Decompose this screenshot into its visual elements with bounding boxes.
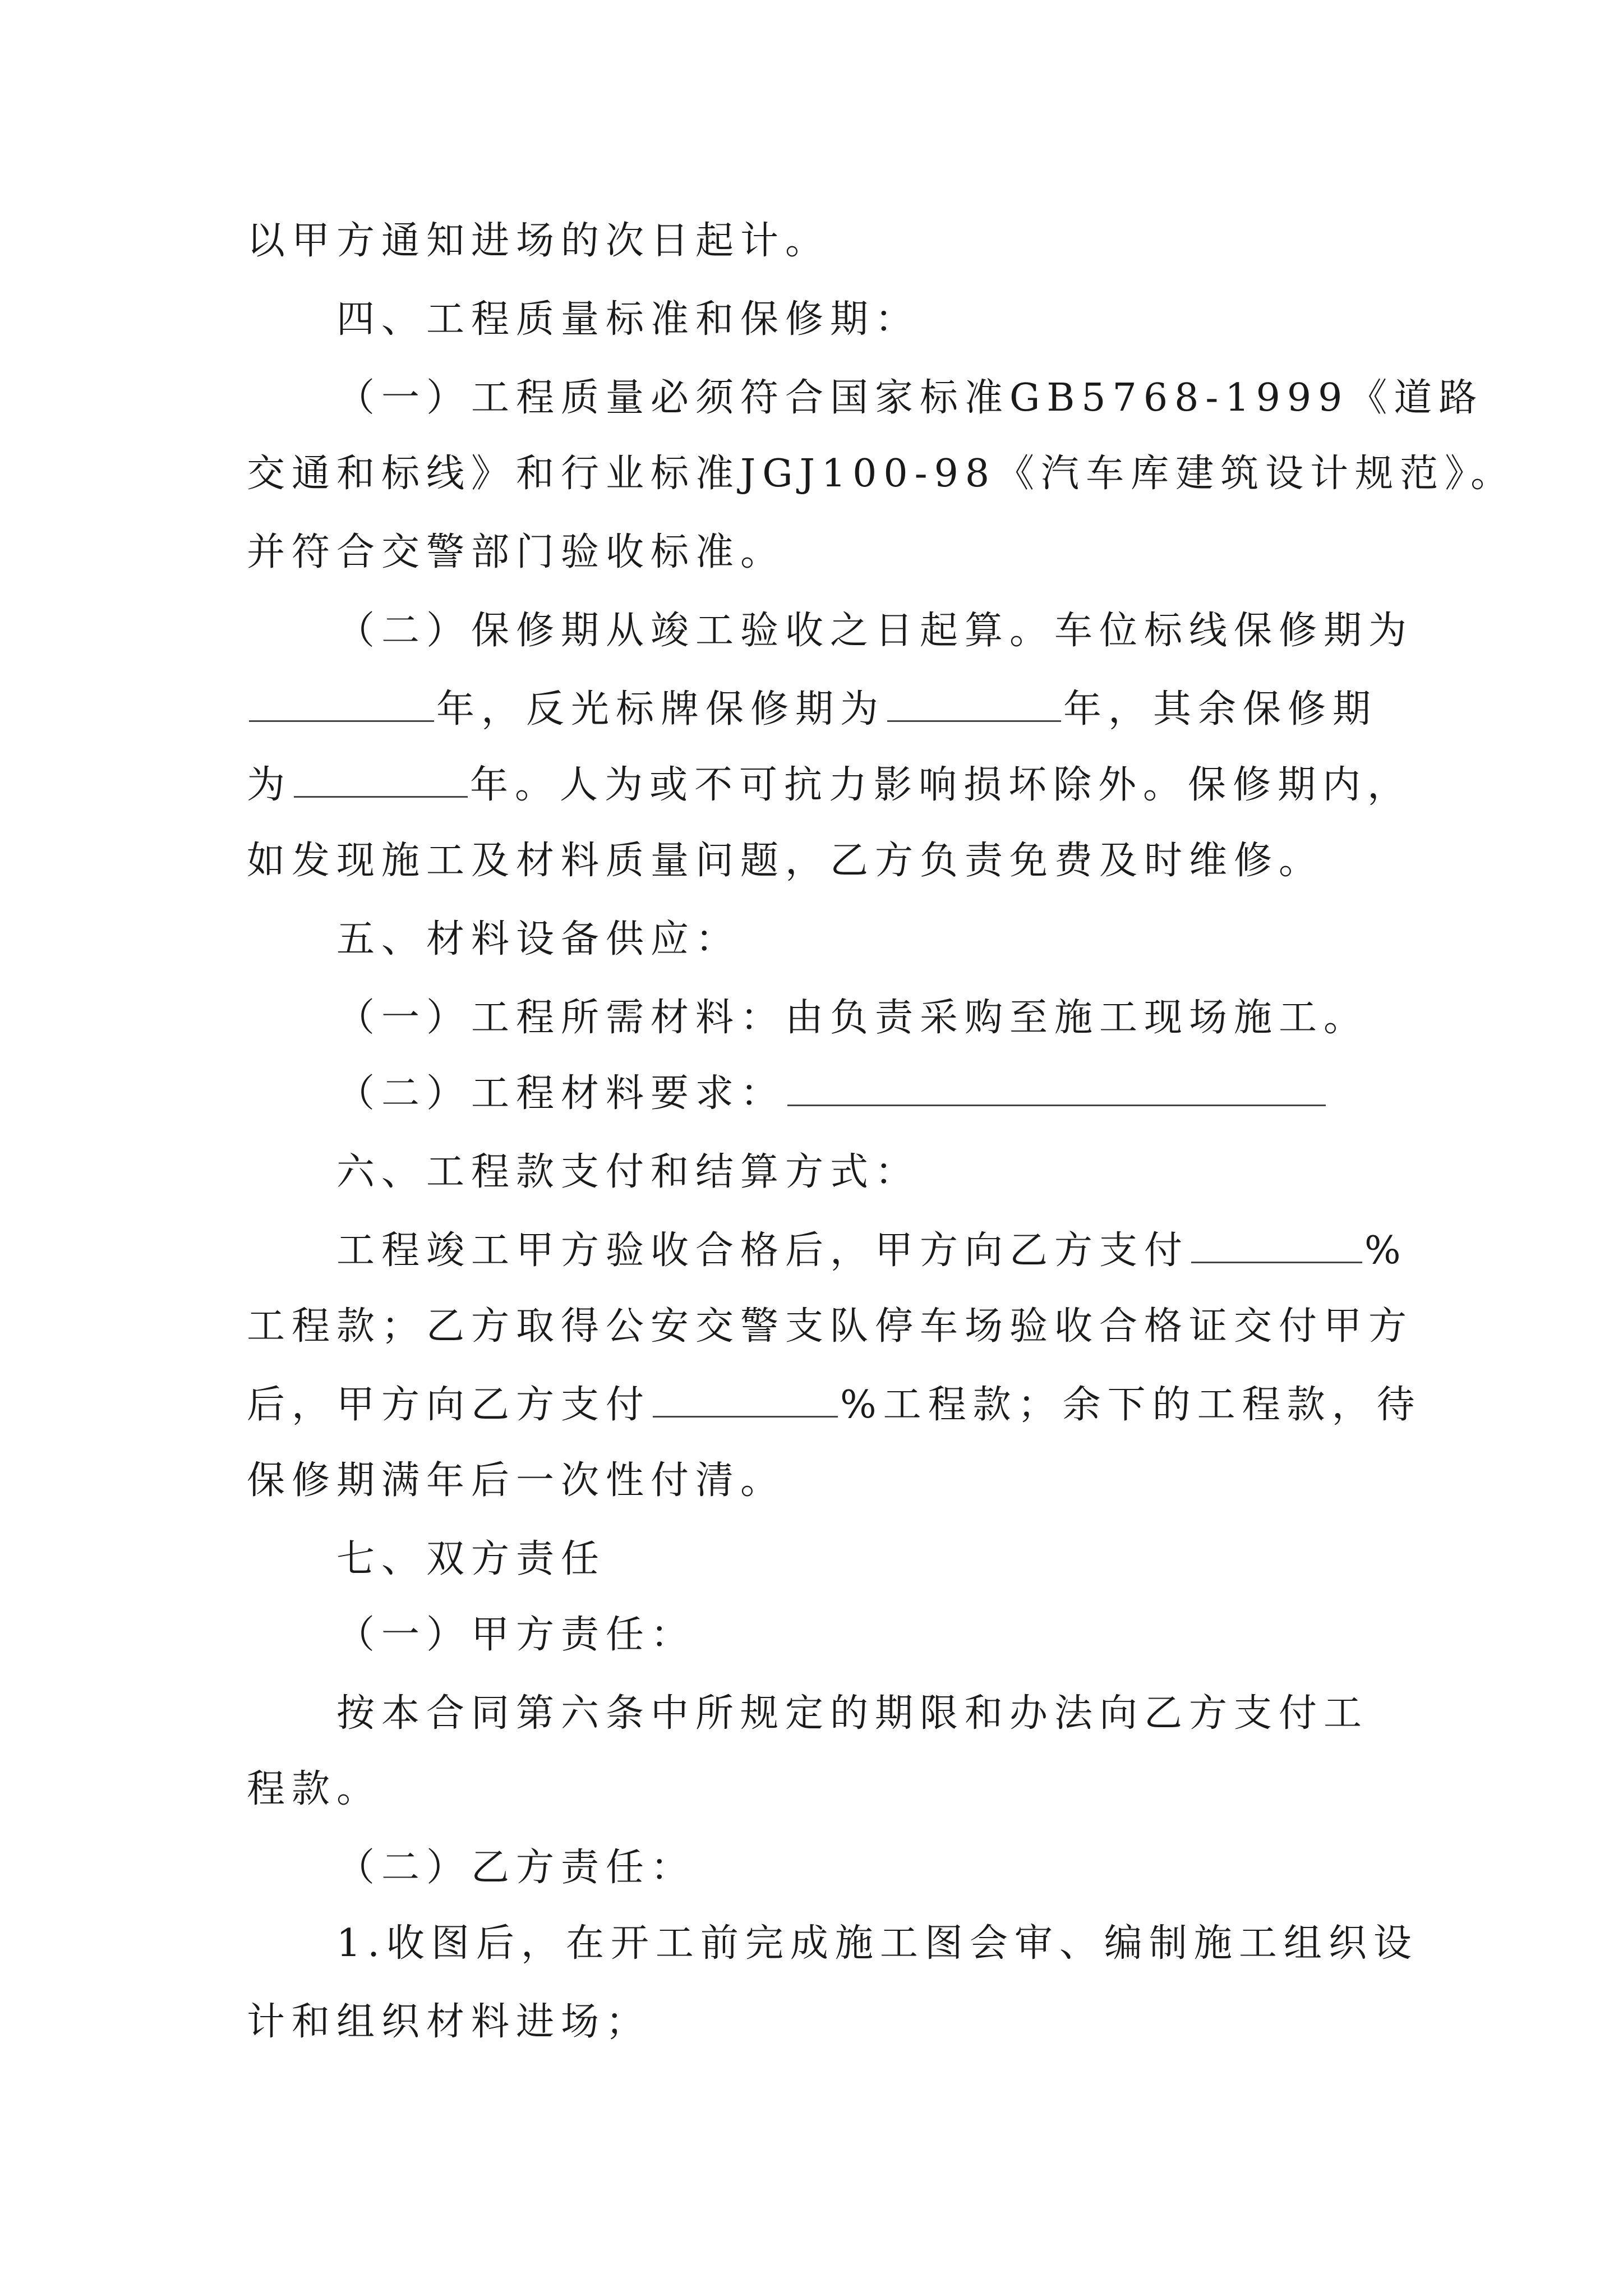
text-line: 计和组织材料进场； bbox=[247, 2000, 651, 2044]
text-line: （二）保修期从竣工验收之日起算。车位标线保修期为 bbox=[336, 609, 1414, 653]
text-line bbox=[336, 1069, 1328, 1119]
blank-field bbox=[249, 685, 434, 722]
text-span: 工程竣工甲方验收合格后，甲方向乙方支付 bbox=[336, 1228, 1189, 1273]
text-line: 并符合交警部门验收标准。 bbox=[247, 530, 786, 574]
text-span: 年，反光标牌保修期为 bbox=[436, 687, 886, 731]
text-line: 1.收图后，在开工前完成施工图会审、编制施工组织设 bbox=[336, 1921, 1418, 1966]
text-line: 以甲方通知进场的次日起计。 bbox=[247, 219, 831, 263]
blank-field bbox=[787, 1070, 1326, 1106]
text-span: 年。人为或不可抗力影响损坏除外。保修期内， bbox=[470, 763, 1413, 807]
text-span: 年，其余保修期 bbox=[1063, 687, 1378, 731]
text-line bbox=[336, 1226, 1408, 1276]
section-heading-6: 六、工程款支付和结算方式： bbox=[336, 1150, 920, 1194]
text-span: %工程款；余下的工程款，待 bbox=[840, 1383, 1422, 1427]
text-line: （一）甲方责任： bbox=[336, 1613, 696, 1657]
text-line bbox=[247, 1380, 1422, 1430]
text-line: 工程款；乙方取得公安交警支队停车场验收合格证交付甲方 bbox=[247, 1304, 1414, 1349]
text-span: （二）工程材料要求： bbox=[336, 1071, 786, 1116]
text-line bbox=[247, 684, 1377, 735]
text-line: 如发现施工及材料质量问题，乙方负责免费及时维修。 bbox=[247, 839, 1324, 883]
text-span: 后，甲方向乙方支付 bbox=[247, 1383, 651, 1427]
blank-field bbox=[294, 761, 468, 798]
section-heading-4: 四、工程质量标准和保修期： bbox=[336, 297, 920, 342]
blank-field bbox=[887, 685, 1061, 722]
text-line bbox=[247, 760, 1412, 811]
text-line: 保修期满年后一次性付清。 bbox=[247, 1458, 786, 1503]
text-line: 按本合同第六条中所规定的期限和办法向乙方支付工 bbox=[336, 1691, 1369, 1736]
section-heading-5: 五、材料设备供应： bbox=[336, 917, 741, 961]
blank-field bbox=[1191, 1227, 1362, 1263]
text-line: 交通和标线》和行业标准JGJ100-98《汽车库建筑设计规范》。 bbox=[247, 452, 1516, 496]
text-line: （一）工程所需材料：由负责采购至施工现场施工。 bbox=[336, 996, 1369, 1040]
text-span: % bbox=[1364, 1228, 1408, 1273]
section-heading-7: 七、双方责任 bbox=[336, 1537, 606, 1581]
text-line: （二）乙方责任： bbox=[336, 1846, 696, 1890]
text-line: （一）工程质量必须符合国家标准GB5768-1999《道路 bbox=[336, 376, 1484, 420]
blank-field bbox=[653, 1381, 838, 1418]
text-span: 为 bbox=[247, 763, 292, 807]
text-line: 程款。 bbox=[247, 1767, 382, 1811]
